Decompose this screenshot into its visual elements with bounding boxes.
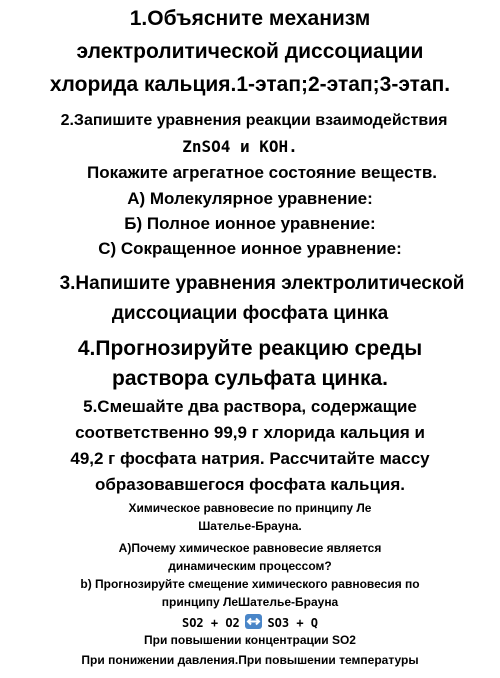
q6-line-1: Химическое равновесие по принципу Ле [128,501,372,515]
q1-line-2: электролитической диссоциации [76,40,424,63]
q2-option-c: С) Сокращенное ионное уравнение: [98,239,402,258]
q3-line-2: диссоциации фосфата цинка [111,303,389,324]
q5-line-3: 49,2 г фосфата натрия. Рассчитайте массу [70,449,430,468]
q6-line-2: Шателье-Брауна. [198,519,302,533]
q2-option-b: Б) Полное ионное уравнение: [124,214,376,233]
q6-line-4: динамическим процессом? [168,559,332,573]
q1-line-1: 1.Объясните механизм [129,7,371,30]
q2-line-3: Покажите агрегатное состояние веществ. [87,163,437,182]
q1-line-3: хлорида кальция.1-этап;2-этап;3-этап. [49,73,451,96]
q6-line-5: b) Прогнозируйте смещение химического равновесия по [80,577,420,591]
q6-line-6: принципу ЛеШателье-Брауна [161,595,339,609]
q2-line-1: 2.Запишите уравнения реакции взаимодействия [60,112,448,129]
q2-formula: ZnSO4 и KOH. [182,137,298,156]
q5-line-1: 5.Смешайте два раствора, содержащие [83,397,417,416]
q6-line-3: А)Почему химическое равновесие является [118,541,382,555]
equation-right: SO3 + Q [267,616,319,630]
q4-line-1: 4.Прогнозируйте реакцию среды [77,337,423,360]
q6-line-8: При повышении концентрации SO2 [144,633,356,647]
equation-left: SO2 + O2 [181,616,240,630]
q3-line-1: 3.Напишите уравнения электролитической [59,273,465,294]
q5-line-4: образовавшегося фосфата кальция. [94,475,406,494]
q5-line-2: соответственно 99,9 г хлорида кальция и [75,423,425,442]
equilibrium-equation [0,614,500,629]
q6-line-9: При понижении давления.При повышении температуры [81,653,419,667]
left-right-arrow-icon [245,614,262,629]
q2-option-a: А) Молекулярное уравнение: [127,189,373,208]
q4-line-2: раствора сульфата цинка. [112,367,388,390]
